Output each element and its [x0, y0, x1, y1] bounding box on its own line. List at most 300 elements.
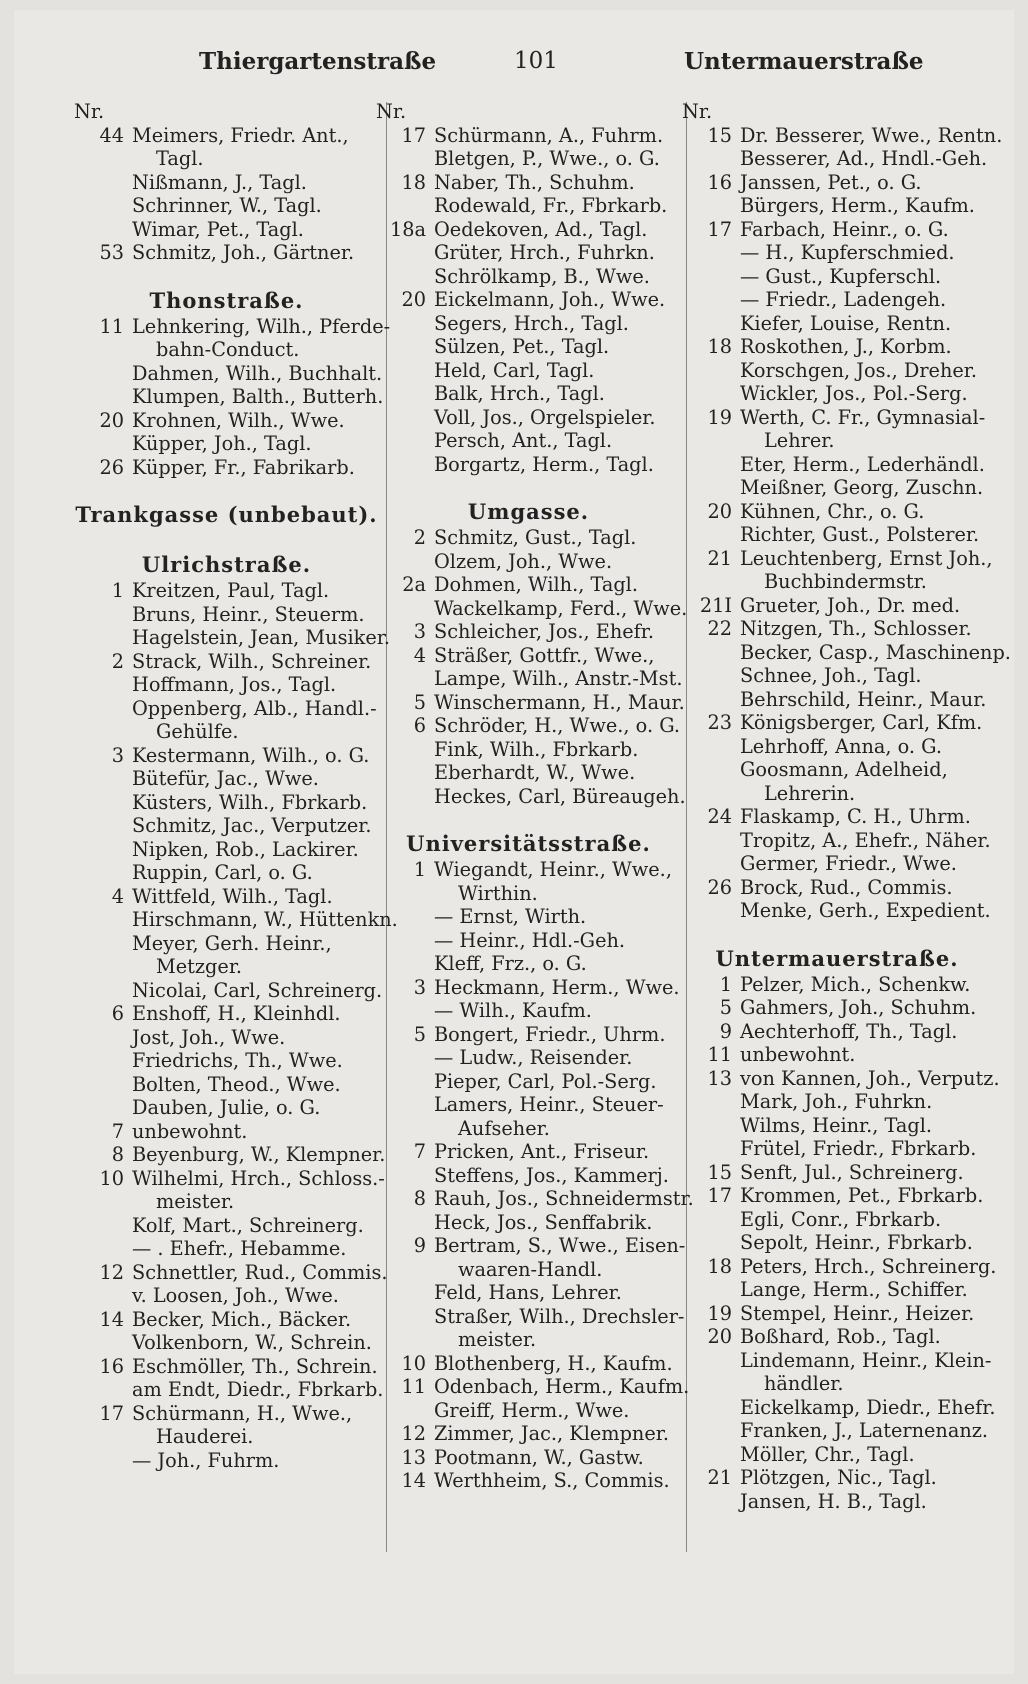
resident-text: Gehülfe.: [156, 720, 239, 743]
house-number: 9: [413, 1234, 426, 1257]
directory-entry: [376, 644, 681, 668]
resident-text: Frütel, Friedr., Fbrkarb.: [740, 1137, 977, 1160]
directory-entry: [682, 758, 992, 782]
house-number: 14: [99, 1307, 124, 1331]
resident-text: Becker, Casp., Maschinenp.: [740, 640, 1011, 664]
directory-entry: [682, 123, 1003, 148]
directory-entry: [74, 171, 379, 195]
resident-text: Steffens, Jos., Kammerj.: [434, 1163, 669, 1187]
directory-entry: [376, 194, 681, 218]
house-number: 2: [111, 649, 124, 673]
house-number: 13: [401, 1445, 426, 1469]
directory-entry: [682, 547, 992, 571]
house-number: 17: [707, 1184, 732, 1207]
directory-entry: [682, 171, 992, 195]
directory-entry: [376, 1281, 681, 1305]
directory-entry: [682, 1114, 992, 1138]
directory-entry: [682, 406, 992, 430]
resident-text: Krommen, Pet., Fbrkarb.: [740, 1184, 984, 1207]
resident-text: Mark, Joh., Fuhrkn.: [740, 1090, 933, 1113]
directory-entry: [74, 814, 379, 838]
directory-entry: [376, 1164, 681, 1188]
house-number: 5: [413, 690, 426, 714]
resident-text: Klumpen, Balth., Butterh.: [132, 385, 384, 408]
directory-entry: [376, 382, 681, 406]
resident-text: Sepolt, Heinr., Fbrkarb.: [740, 1231, 973, 1254]
directory-entry: [376, 573, 681, 597]
directory-entry: [682, 594, 992, 618]
house-number: 44: [99, 123, 124, 147]
resident-text: Schröder, H., Wwe., o. G.: [434, 714, 681, 737]
house-number: 2a: [402, 573, 426, 596]
directory-entry: [74, 603, 379, 627]
house-number: 14: [401, 1469, 426, 1492]
house-number: 4: [413, 643, 426, 667]
directory-entry: [74, 409, 379, 433]
house-number: 11: [99, 314, 124, 338]
resident-text: Zimmer, Jac., Klempner.: [434, 1422, 669, 1445]
resident-text: Stempel, Heinr., Heizer.: [740, 1301, 975, 1325]
column-3: [682, 100, 1011, 1513]
resident-text: Kestermann, Wilh., o. G.: [132, 743, 370, 767]
resident-text: — Heinr., Hdl.-Geh.: [434, 928, 626, 952]
directory-entry: [682, 1278, 992, 1302]
directory-entry: [376, 999, 681, 1023]
directory-entry: [682, 1466, 992, 1490]
directory-entry: [74, 673, 379, 697]
house-number: 16: [99, 1354, 124, 1378]
resident-text: Strack, Wilh., Schreiner.: [132, 649, 372, 673]
directory-entry: [74, 579, 379, 603]
directory-entry: [376, 359, 681, 383]
house-number: 18: [707, 1254, 732, 1278]
house-number: 20: [707, 1325, 732, 1348]
directory-entry: [682, 829, 992, 853]
directory-entry: [376, 550, 681, 574]
directory-entry: [376, 1422, 681, 1446]
directory-entry: [682, 996, 992, 1020]
resident-text: Beyenburg, W., Klempner.: [132, 1143, 386, 1166]
directory-entry: [74, 1260, 388, 1285]
directory-entry: [74, 1073, 379, 1097]
directory-entry: [682, 973, 992, 997]
resident-text: Tagl.: [156, 147, 204, 170]
resident-text: Schnettler, Rud., Commis.: [132, 1260, 388, 1284]
directory-entry: [682, 1043, 992, 1067]
resident-text: Schrinner, W., Tagl.: [132, 194, 322, 217]
directory-entry: [74, 147, 379, 171]
directory-entry: [74, 1425, 379, 1449]
resident-text: Schürmann, H., Wwe.,: [132, 1401, 353, 1425]
directory-entry: [376, 1211, 681, 1235]
street-heading: Thonstraße.: [149, 287, 304, 313]
resident-text: Volkenborn, W., Schrein.: [132, 1331, 372, 1354]
house-number: 4: [111, 884, 124, 908]
directory-entry: [376, 288, 681, 312]
directory-entry: [682, 1090, 992, 1114]
resident-text: Kolf, Mart., Schreinerg.: [132, 1213, 364, 1237]
resident-text: Möller, Chr., Tagl.: [740, 1442, 915, 1466]
resident-text: Bürgers, Herm., Kaufm.: [740, 194, 975, 217]
directory-entry: [682, 1254, 997, 1279]
directory-entry: [376, 761, 681, 785]
directory-entry: [682, 1372, 992, 1396]
resident-text: Franken, J., Laternenanz.: [740, 1419, 989, 1442]
street-heading: Ulrichstraße.: [141, 552, 312, 577]
directory-entry: [74, 720, 379, 744]
resident-text: Wilms, Heinr., Tagl.: [740, 1113, 933, 1137]
resident-text: — Friedr., Ladengeh.: [740, 288, 947, 311]
resident-text: Oppenberg, Alb., Handl.-: [132, 696, 377, 720]
directory-entry: [376, 738, 681, 762]
directory-entry: [682, 241, 992, 265]
house-number: 11: [707, 1043, 732, 1066]
house-number: 23: [707, 711, 732, 734]
house-number: 21I: [699, 593, 732, 617]
house-number: 2: [413, 526, 426, 549]
resident-text: Bongert, Friedr., Uhrm.: [434, 1022, 666, 1046]
directory-entry: [682, 899, 992, 923]
resident-text: Wackelkamp, Ferd., Wwe.: [434, 596, 688, 620]
directory-entry: [376, 147, 681, 171]
number-column-label: [682, 100, 992, 124]
directory-entry: [682, 1137, 992, 1161]
directory-entry: [376, 171, 681, 195]
directory-entry: [376, 1375, 690, 1399]
section-gap: [682, 923, 992, 945]
resident-text: Behrschild, Heinr., Maur.: [740, 687, 987, 711]
resident-text: Schrölkamp, B., Wwe.: [434, 264, 650, 288]
resident-text: Hagelstein, Jean, Musiker.: [132, 626, 390, 649]
resident-text: Pieper, Carl, Pol.-Serg.: [434, 1069, 657, 1093]
directory-entry: [682, 523, 992, 547]
directory-entry: [376, 1117, 681, 1141]
house-number: 19: [707, 405, 732, 429]
house-number: 18: [707, 335, 732, 358]
resident-text: Sträßer, Gottfr., Wwe.,: [434, 643, 655, 667]
directory-entry: [376, 218, 681, 242]
house-number: 26: [707, 875, 732, 899]
directory-entry: [682, 640, 1011, 665]
directory-entry: [376, 124, 681, 148]
resident-text: Heckmann, Herm., Wwe.: [434, 975, 680, 999]
directory-entry: [74, 1214, 379, 1238]
directory-entry: [74, 1049, 379, 1073]
house-number: 20: [707, 499, 732, 523]
directory-entry: [74, 314, 391, 339]
directory-entry: [682, 218, 992, 242]
resident-text: Nipken, Rob., Lackirer.: [132, 837, 359, 861]
house-number: 17: [707, 217, 732, 241]
resident-text: Odenbach, Herm., Kaufm.: [434, 1375, 690, 1398]
directory-entry: [376, 905, 681, 929]
resident-text: Becker, Mich., Bäcker.: [132, 1307, 352, 1331]
house-number: 17: [401, 123, 426, 147]
resident-text: Flaskamp, C. H., Uhrm.: [740, 805, 971, 828]
directory-entry: [74, 650, 379, 674]
column-2: [376, 100, 694, 1493]
resident-text: Olzem, Joh., Wwe.: [434, 549, 613, 573]
resident-text: Grüter, Hrch., Fuhrkn.: [434, 241, 655, 264]
directory-entry: [376, 784, 686, 809]
resident-text: Wirthin.: [458, 881, 538, 905]
section-gap: [74, 479, 379, 501]
directory-entry: [682, 147, 992, 171]
resident-text: Janssen, Pet., o. G.: [740, 170, 922, 194]
house-number: 15: [707, 123, 732, 147]
column-1: [74, 100, 398, 1472]
nr-label: Nr.: [74, 100, 105, 123]
resident-text: Werth, C. Fr., Gymnasial-: [740, 405, 986, 429]
resident-text: Meyer, Gerh. Heinr.,: [132, 931, 332, 955]
directory-entry: [74, 861, 379, 885]
resident-text: Straßer, Wilh., Drechsler-: [434, 1304, 685, 1328]
directory-entry: [74, 1002, 379, 1026]
resident-text: Dahmen, Wilh., Buchhalt.: [132, 361, 383, 385]
header-right-street: Untermauerstraße: [684, 48, 924, 75]
directory-entry: [682, 476, 992, 500]
directory-entry: [376, 1070, 681, 1094]
directory-entry: [682, 1066, 1000, 1091]
house-number: 18a: [389, 217, 426, 241]
resident-text: Lampe, Wilh., Anstr.-Mst.: [434, 667, 683, 690]
directory-entry: [74, 955, 379, 979]
resident-text: Dohmen, Wilh., Tagl.: [434, 573, 638, 596]
resident-text: Königsberger, Carl, Kfm.: [740, 711, 983, 734]
house-number: 20: [99, 408, 124, 432]
directory-entry: [682, 735, 992, 759]
directory-entry: [74, 932, 379, 956]
directory-entry: [376, 1399, 681, 1423]
resident-text: Bertram, S., Wwe., Eisen-: [434, 1234, 686, 1257]
house-number: 26: [99, 455, 124, 479]
house-number: 5: [719, 996, 732, 1019]
resident-text: am Endt, Diedr., Fbrkarb.: [132, 1378, 384, 1401]
resident-text: Krohnen, Wilh., Wwe.: [132, 408, 345, 432]
resident-text: Plötzgen, Nic., Tagl.: [740, 1466, 937, 1489]
house-number: 7: [111, 1119, 124, 1143]
directory-entry: [376, 1023, 681, 1047]
section-gap: [376, 476, 681, 498]
directory-entry: [682, 265, 992, 289]
directory-entry: [682, 1325, 992, 1349]
resident-text: Korschgen, Jos., Dreher.: [740, 358, 978, 382]
directory-entry: [74, 1166, 385, 1191]
house-number: 6: [111, 1002, 124, 1025]
resident-text: Persch, Ant., Tagl.: [434, 429, 613, 452]
resident-text: Roskothen, J., Korbm.: [740, 335, 952, 358]
resident-text: von Kannen, Joh., Verputz.: [740, 1066, 1000, 1090]
directory-entry: [682, 382, 992, 406]
directory-entry: [74, 1355, 379, 1379]
resident-text: unbewohnt.: [132, 1119, 248, 1143]
directory-entry: [376, 453, 681, 477]
directory-entry: [376, 265, 681, 289]
house-number: 24: [707, 805, 732, 828]
resident-text: Kühnen, Chr., o. G.: [740, 499, 925, 523]
resident-text: Jost, Joh., Wwe.: [132, 1025, 286, 1049]
nr-label: Nr.: [376, 100, 407, 123]
resident-text: Hauderei.: [156, 1425, 254, 1448]
directory-entry: [376, 1093, 681, 1117]
directory-entry: [74, 744, 379, 768]
directory-entry: [682, 312, 992, 336]
resident-text: Sülzen, Pet., Tagl.: [434, 335, 610, 358]
directory-entry: [74, 432, 379, 456]
directory-entry: [376, 952, 681, 976]
house-number: 3: [413, 975, 426, 999]
directory-entry: [74, 241, 379, 265]
directory-entry: [682, 805, 992, 829]
directory-entry: [74, 908, 398, 932]
resident-text: Küpper, Fr., Fabrikarb.: [132, 455, 355, 479]
directory-entry: [682, 1231, 992, 1255]
directory-entry: [376, 406, 681, 430]
resident-text: Friedrichs, Th., Wwe.: [132, 1049, 343, 1072]
directory-entry: [682, 617, 992, 641]
house-number: 7: [413, 1140, 426, 1163]
resident-text: v. Loosen, Joh., Wwe.: [132, 1284, 339, 1307]
resident-text: — Gust., Kupferschl.: [740, 264, 942, 288]
directory-entry: [682, 335, 992, 359]
section-gap: [74, 265, 379, 287]
directory-entry: [376, 620, 681, 644]
resident-text: Hoffmann, Jos., Tagl.: [132, 673, 337, 696]
nr-label: Nr.: [682, 100, 713, 123]
resident-text: Winschermann, H., Maur.: [434, 690, 685, 714]
directory-entry: [74, 1449, 379, 1473]
resident-text: — Wilh., Kaufm.: [434, 999, 592, 1022]
directory-entry: [74, 1308, 379, 1332]
directory-entry: [376, 714, 681, 738]
resident-text: Blothenberg, H., Kaufm.: [434, 1351, 673, 1375]
resident-text: Germer, Friedr., Wwe.: [740, 852, 957, 875]
house-number: 11: [401, 1375, 426, 1398]
resident-text: Wimar, Pet., Tagl.: [132, 217, 304, 241]
number-column-label: [376, 100, 681, 124]
resident-text: Bolten, Theod., Wwe.: [132, 1072, 341, 1096]
directory-entry: [74, 767, 379, 791]
directory-entry: [682, 288, 992, 312]
directory-entry: [74, 1143, 386, 1167]
resident-text: Bruns, Heinr., Steuerm.: [132, 602, 365, 626]
resident-text: — Joh., Fuhrm.: [132, 1448, 280, 1472]
resident-text: Eickelmann, Joh., Wwe.: [434, 288, 666, 311]
directory-entry: [74, 885, 379, 909]
directory-entry: [74, 1402, 379, 1426]
resident-text: Wittfeld, Wilh., Tagl.: [132, 884, 333, 908]
directory-entry: [682, 570, 992, 594]
resident-text: Lehnkering, Wilh., Pferde-: [132, 314, 391, 338]
directory-entry: [682, 852, 992, 876]
resident-text: Rodewald, Fr., Fbrkarb.: [434, 194, 668, 217]
street-heading: Universitätsstraße.: [406, 831, 651, 856]
resident-text: Schleicher, Jos., Ehefr.: [434, 620, 655, 643]
resident-text: Gahmers, Joh., Schuhm.: [740, 996, 977, 1019]
street-heading: Untermauerstraße.: [715, 945, 959, 971]
resident-text: Enshoff, H., Kleinhdl.: [132, 1002, 341, 1025]
resident-text: Boßhard, Rob., Tagl.: [740, 1325, 941, 1348]
resident-text: Dauben, Julie, o. G.: [132, 1096, 321, 1119]
directory-entry: [376, 1234, 686, 1258]
resident-text: Küpper, Joh., Tagl.: [132, 432, 312, 455]
resident-text: Heckes, Carl, Büreaugeh.: [434, 784, 686, 808]
house-number: 12: [99, 1260, 124, 1284]
resident-text: — H., Kupferschmied.: [740, 241, 955, 264]
house-number: 20: [401, 288, 426, 311]
resident-text: Senft, Jul., Schreinerg.: [740, 1160, 964, 1184]
directory-entry: [682, 359, 992, 383]
resident-text: Borgartz, Herm., Tagl.: [434, 452, 654, 476]
resident-text: Schmitz, Gust., Tagl.: [434, 526, 637, 549]
house-number: 6: [413, 714, 426, 737]
house-number: 22: [707, 617, 732, 640]
resident-text: unbewohnt.: [740, 1043, 856, 1066]
house-number: 1: [413, 858, 426, 881]
resident-text: Tropitz, A., Ehefr., Näher.: [740, 828, 991, 852]
directory-entry: [74, 456, 379, 480]
resident-text: Besserer, Ad., Hndl.-Geh.: [740, 147, 988, 170]
street-heading: Umgasse.: [467, 499, 590, 524]
directory-entry: [74, 1190, 379, 1214]
directory-entry: [74, 338, 379, 362]
resident-text: Menke, Gerh., Expedient.: [740, 899, 991, 922]
resident-text: Eter, Herm., Lederhändl.: [740, 452, 985, 476]
resident-text: Heck, Jos., Senffabrik.: [434, 1210, 653, 1234]
house-number: 18: [401, 170, 426, 194]
resident-text: Aechterhoff, Th., Tagl.: [740, 1019, 958, 1043]
resident-text: Leuchtenberg, Ernst Joh.,: [740, 546, 993, 570]
resident-text: Ruppin, Carl, o. G.: [132, 861, 313, 884]
house-number: 12: [401, 1422, 426, 1445]
resident-text: Meißner, Georg, Zuschn.: [740, 476, 984, 499]
resident-text: Pelzer, Mich., Schenkw.: [740, 972, 971, 996]
house-number: 5: [413, 1022, 426, 1046]
resident-text: Küsters, Wilh., Fbrkarb.: [132, 790, 368, 814]
resident-text: Lange, Herm., Schiffer.: [740, 1278, 968, 1301]
resident-text: Nißmann, J., Tagl.: [132, 170, 307, 194]
directory-entry: [74, 1096, 379, 1120]
directory-entry: [376, 1328, 681, 1352]
directory-entry: [376, 526, 681, 550]
directory-entry: [74, 1120, 379, 1144]
resident-text: Feld, Hans, Lehrer.: [434, 1281, 622, 1304]
directory-entry: [682, 1302, 992, 1326]
resident-text: Eberhardt, W., Wwe.: [434, 761, 636, 784]
directory-entry: [682, 1020, 992, 1044]
directory-entry: [74, 385, 384, 409]
directory-entry: [682, 1419, 992, 1443]
directory-entry: [376, 596, 688, 621]
resident-text: Grueter, Joh., Dr. med.: [740, 593, 961, 617]
header-left-street: Thiergartenstraße: [199, 48, 437, 75]
resident-text: Farbach, Heinr., o. G.: [740, 217, 949, 241]
resident-text: Bütefür, Jac., Wwe.: [132, 767, 319, 790]
resident-text: Oedekoven, Ad., Tagl.: [434, 217, 648, 241]
directory-entry: [682, 711, 992, 735]
number-column-label: [74, 100, 379, 124]
directory-entry: [74, 697, 379, 721]
resident-text: — Ludw., Reisender.: [434, 1046, 633, 1069]
directory-entry: [74, 124, 379, 148]
resident-text: Kiefer, Louise, Rentn.: [740, 311, 952, 335]
resident-text: Segers, Hrch., Tagl.: [434, 311, 629, 335]
directory-entry: [376, 976, 681, 1000]
house-number: 1: [719, 972, 732, 996]
directory-entry: [376, 1352, 681, 1376]
resident-text: Rauh, Jos., Schneidermstr.: [434, 1187, 694, 1210]
directory-entry: [376, 1446, 681, 1470]
